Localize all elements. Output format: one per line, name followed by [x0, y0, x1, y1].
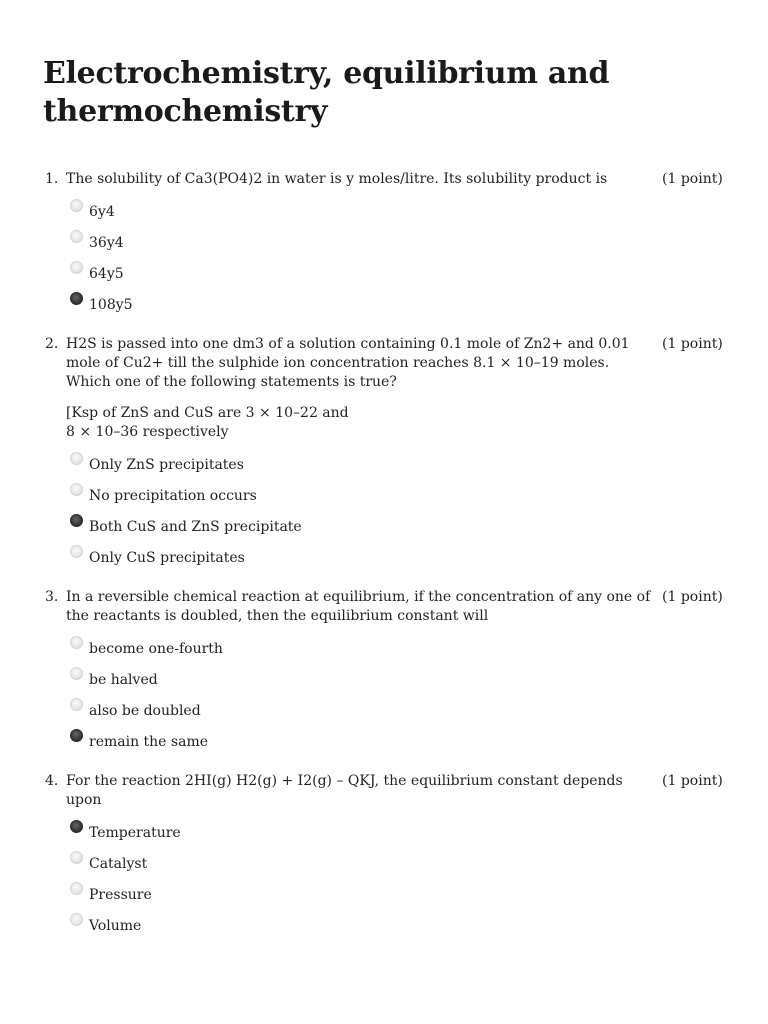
answer-option-label: 6y4 [89, 204, 115, 220]
radio-unselected-icon[interactable] [70, 545, 83, 558]
radio-unselected-icon[interactable] [70, 698, 83, 711]
question-points: (1 point) [662, 336, 723, 352]
page-title: Electrochemistry, equilibrium and thermochemistry [43, 56, 610, 129]
question-number: 1. [45, 171, 59, 187]
answer-option-label: Both CuS and ZnS precipitate [89, 519, 302, 535]
answer-option-label: 108y5 [89, 297, 133, 313]
answer-option[interactable] [70, 291, 768, 322]
answer-option-label: also be doubled [89, 703, 201, 719]
answer-option-label: Volume [89, 918, 142, 934]
answer-options [70, 198, 768, 322]
answer-option-label: become one-fourth [89, 641, 223, 657]
question-points: (1 point) [662, 171, 723, 187]
question-points: (1 point) [662, 589, 723, 605]
question-text: The solubility of Ca3(PO4)2 in water is y moles/litre. Its solubility product is [66, 171, 608, 187]
radio-unselected-icon[interactable] [70, 636, 83, 649]
radio-unselected-icon[interactable] [70, 882, 83, 895]
answer-option[interactable] [70, 198, 768, 229]
answer-option[interactable] [70, 544, 768, 575]
answer-option-label: Only CuS precipitates [89, 550, 245, 566]
answer-option[interactable] [70, 635, 768, 666]
radio-selected-icon[interactable] [70, 820, 83, 833]
answer-option[interactable] [70, 229, 768, 260]
answer-option[interactable] [70, 819, 768, 850]
answer-option-label: remain the same [89, 734, 209, 750]
answer-option[interactable] [70, 451, 768, 482]
question-text: In a reversible chemical reaction at equilibrium, if the concentration of any one of the reactants is doubled, then the equilibrium constant will [66, 589, 651, 624]
radio-unselected-icon[interactable] [70, 452, 83, 465]
question-points: (1 point) [662, 773, 723, 789]
radio-selected-icon[interactable] [70, 514, 83, 527]
radio-selected-icon[interactable] [70, 729, 83, 742]
question-note [66, 404, 651, 442]
radio-unselected-icon[interactable] [70, 851, 83, 864]
question-note-line: 8 × 10–36 respectively [66, 424, 229, 440]
answer-option-label: Temperature [89, 825, 181, 841]
answer-option[interactable] [70, 850, 768, 881]
answer-option[interactable] [70, 697, 768, 728]
answer-option[interactable] [70, 513, 768, 544]
answer-option[interactable] [70, 482, 768, 513]
question-note-line: [Ksp of ZnS and CuS are 3 × 10–22 and [66, 405, 349, 421]
answer-option-label: 64y5 [89, 266, 124, 282]
answer-options [70, 635, 768, 759]
question-list [0, 170, 768, 956]
question-2 [0, 335, 768, 575]
answer-option-label: Pressure [89, 887, 152, 903]
answer-options [70, 451, 768, 575]
answer-option-label: No precipitation occurs [89, 488, 257, 504]
answer-options [70, 819, 768, 943]
answer-option[interactable] [70, 912, 768, 943]
question-3 [0, 588, 768, 759]
question-1 [0, 170, 768, 322]
radio-unselected-icon[interactable] [70, 913, 83, 926]
answer-option[interactable] [70, 881, 768, 912]
answer-option[interactable] [70, 260, 768, 291]
radio-unselected-icon[interactable] [70, 483, 83, 496]
question-number: 4. [45, 773, 59, 789]
radio-unselected-icon[interactable] [70, 667, 83, 680]
answer-option[interactable] [70, 666, 768, 697]
answer-option-label: 36y4 [89, 235, 124, 251]
radio-unselected-icon[interactable] [70, 261, 83, 274]
question-number: 2. [45, 336, 59, 352]
answer-option-label: be halved [89, 672, 158, 688]
answer-option-label: Catalyst [89, 856, 148, 872]
radio-selected-icon[interactable] [70, 292, 83, 305]
question-number: 3. [45, 589, 59, 605]
answer-option-label: Only ZnS precipitates [89, 457, 244, 473]
radio-unselected-icon[interactable] [70, 199, 83, 212]
radio-unselected-icon[interactable] [70, 230, 83, 243]
answer-option[interactable] [70, 728, 768, 759]
question-text: For the reaction 2HI(g) H2(g) + I2(g) – QKJ, the equilibrium constant depends upon [66, 773, 623, 808]
question-4 [0, 772, 768, 943]
question-text: H2S is passed into one dm3 of a solution containing 0.1 mole of Zn2+ and 0.01 mole of Cu2+ till the sulphide ion concentration reaches 8.1 × 10–19 moles. Which one of the following statements is true? [66, 336, 630, 390]
